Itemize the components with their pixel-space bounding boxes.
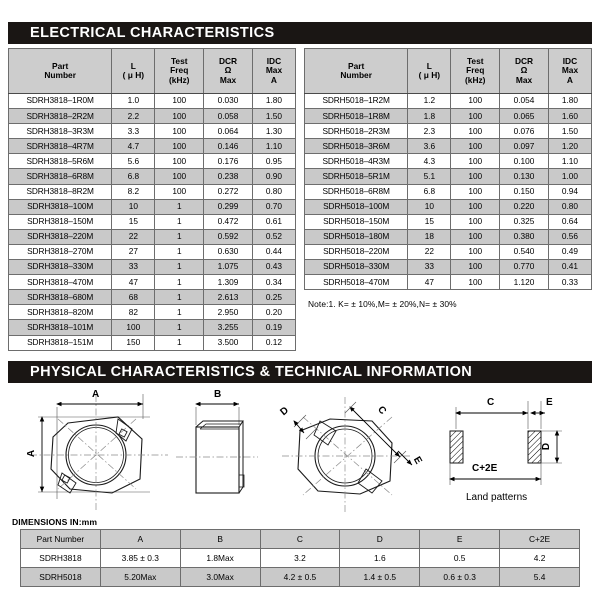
table-cell: 1.075 — [204, 260, 253, 275]
table-cell: 6.8 — [408, 184, 451, 199]
cell-part-number: SDRH3818–3R3M — [9, 124, 112, 139]
table-cell: 5.6 — [112, 154, 155, 169]
cell-part-number: SDRH5018–2R3M — [305, 124, 408, 139]
table-cell: 0.150 — [500, 184, 549, 199]
table-cell: 5.1 — [408, 169, 451, 184]
table-cell: 0.90 — [252, 169, 295, 184]
table-row — [305, 184, 592, 199]
dim-label-land-e: E — [546, 396, 553, 408]
table-cell: 0.325 — [500, 214, 549, 229]
table-cell: 3.2 — [260, 548, 340, 567]
table-cell: 0.25 — [252, 290, 295, 305]
table-cell: 27 — [112, 244, 155, 259]
cell-part-number: SDRH5018 — [21, 567, 101, 586]
table-cell: 0.12 — [252, 335, 295, 350]
column-header-e: E — [420, 529, 500, 548]
table-cell: 1.0 — [112, 94, 155, 109]
drawing-top-view — [30, 394, 168, 511]
table-cell: 0.176 — [204, 154, 253, 169]
table-cell: 1.10 — [548, 154, 591, 169]
cell-part-number: SDRH3818–150M — [9, 214, 112, 229]
table-cell: 1.30 — [252, 124, 295, 139]
cell-part-number: SDRH3818–4R7M — [9, 139, 112, 154]
cell-part-number: SDRH5018–6R8M — [305, 184, 408, 199]
table-cell: 0.80 — [548, 199, 591, 214]
dimensions-header-row — [21, 529, 580, 548]
dim-label-land-c2e: C+2E — [472, 462, 498, 474]
table-cell: 10 — [112, 199, 155, 214]
table-cell: 1.6 — [340, 548, 420, 567]
table-cell: 1 — [155, 199, 204, 214]
table-row — [9, 260, 296, 275]
table-row — [9, 124, 296, 139]
electrical-table-right-body — [305, 94, 592, 290]
electrical-characteristics-banner — [8, 22, 592, 44]
table-cell: 4.3 — [408, 154, 451, 169]
column-header-c: C — [260, 529, 340, 548]
table-cell: 1 — [155, 244, 204, 259]
table-cell: 1.8Max — [180, 548, 260, 567]
table-cell: 1 — [155, 214, 204, 229]
table-header-row — [305, 49, 592, 94]
cell-part-number: SDRH3818–8R2M — [9, 184, 112, 199]
table-row — [305, 214, 592, 229]
table-cell: 0.058 — [204, 109, 253, 124]
table-cell: 0.770 — [500, 260, 549, 275]
table-cell: 100 — [451, 244, 500, 259]
dim-label-a-top: A — [92, 388, 100, 400]
table-cell: 8.2 — [112, 184, 155, 199]
table-cell: 0.61 — [252, 214, 295, 229]
drawing-side-view — [176, 404, 258, 493]
column-header-part-number: Part Number — [21, 529, 101, 548]
dimensions-table-body — [21, 548, 580, 586]
cell-part-number: SDRH3818–151M — [9, 335, 112, 350]
table-cell: 100 — [451, 199, 500, 214]
table-cell: 0.380 — [500, 229, 549, 244]
tolerance-note: Note:1. K= ± 10%,M= ± 20%,N= ± 30% — [308, 299, 457, 310]
column-header-idc: IDC Max A — [252, 49, 295, 94]
table-row — [9, 109, 296, 124]
table-row — [305, 139, 592, 154]
dim-label-land-c: C — [487, 396, 495, 408]
electrical-table-left-body — [9, 94, 296, 351]
cell-part-number: SDRH5018–4R3M — [305, 154, 408, 169]
dim-label-e: E — [410, 454, 424, 466]
table-cell: 0.20 — [252, 305, 295, 320]
table-cell: 82 — [112, 305, 155, 320]
table-cell: 0.80 — [252, 184, 295, 199]
cell-part-number: SDRH3818 — [21, 548, 101, 567]
table-cell: 2.613 — [204, 290, 253, 305]
table-cell: 0.299 — [204, 199, 253, 214]
cell-part-number: SDRH5018–5R1M — [305, 169, 408, 184]
table-row — [305, 199, 592, 214]
dim-label-c: C — [375, 403, 389, 417]
table-cell: 1.8 — [408, 109, 451, 124]
column-header-test-freq: Test Freq (kHz) — [451, 49, 500, 94]
table-cell: 0.19 — [252, 320, 295, 335]
cell-part-number: SDRH3818–1R0M — [9, 94, 112, 109]
table-cell: 1.10 — [252, 139, 295, 154]
table-row — [9, 229, 296, 244]
cell-part-number: SDRH3818–680M — [9, 290, 112, 305]
table-cell: 1.2 — [408, 94, 451, 109]
table-row — [9, 199, 296, 214]
physical-characteristics-banner — [8, 361, 592, 383]
cell-part-number: SDRH5018–180M — [305, 229, 408, 244]
cell-part-number: SDRH3818–2R2M — [9, 109, 112, 124]
table-cell: 0.34 — [252, 275, 295, 290]
table-cell: 0.100 — [500, 154, 549, 169]
table-cell: 1 — [155, 260, 204, 275]
physical-characteristics-title: PHYSICAL CHARACTERISTICS & TECHNICAL INFORMATION — [30, 363, 473, 380]
table-cell: 100 — [451, 154, 500, 169]
table-cell: 0.065 — [500, 109, 549, 124]
dimensions-table-wrapper — [0, 527, 600, 587]
table-cell: 3.3 — [112, 124, 155, 139]
table-row — [21, 548, 580, 567]
table-row — [305, 109, 592, 124]
cell-part-number: SDRH3818–101M — [9, 320, 112, 335]
table-cell: 10 — [408, 199, 451, 214]
table-cell: 100 — [451, 124, 500, 139]
dim-label-d: D — [278, 404, 291, 418]
table-cell: 4.2 ± 0.5 — [260, 567, 340, 586]
table-row — [9, 244, 296, 259]
dim-label-land-d: D — [541, 442, 553, 450]
column-header-inductance: L ( μ H) — [112, 49, 155, 94]
table-cell: 1 — [155, 229, 204, 244]
cell-part-number: SDRH5018–330M — [305, 260, 408, 275]
table-cell: 100 — [451, 109, 500, 124]
table-cell: 3.255 — [204, 320, 253, 335]
cell-part-number: SDRH5018–100M — [305, 199, 408, 214]
table-cell: 1.20 — [548, 139, 591, 154]
table-cell: 1.80 — [252, 94, 295, 109]
table-row — [9, 320, 296, 335]
table-cell: 3.6 — [408, 139, 451, 154]
column-header-idc: IDC Max A — [548, 49, 591, 94]
table-cell: 1.120 — [500, 275, 549, 290]
dim-label-a-left: A — [26, 449, 38, 457]
column-header-inductance: L ( μ H) — [408, 49, 451, 94]
cell-part-number: SDRH3818–270M — [9, 244, 112, 259]
table-cell: 0.630 — [204, 244, 253, 259]
table-cell: 0.49 — [548, 244, 591, 259]
table-row — [305, 275, 592, 290]
table-cell: 1.309 — [204, 275, 253, 290]
table-cell: 3.500 — [204, 335, 253, 350]
table-cell: 33 — [112, 260, 155, 275]
table-row — [305, 124, 592, 139]
table-cell: 1.4 ± 0.5 — [340, 567, 420, 586]
dimensions-unit-note: DIMENSIONS IN:mm — [12, 516, 98, 527]
table-cell: 3.85 ± 0.3 — [100, 548, 180, 567]
table-cell: 0.220 — [500, 199, 549, 214]
table-cell: 1.00 — [548, 169, 591, 184]
table-cell: 0.076 — [500, 124, 549, 139]
table-cell: 100 — [451, 214, 500, 229]
table-cell: 0.130 — [500, 169, 549, 184]
table-row — [305, 154, 592, 169]
table-cell: 1.50 — [252, 109, 295, 124]
table-cell: 100 — [451, 184, 500, 199]
table-cell: 0.272 — [204, 184, 253, 199]
table-cell: 1.50 — [548, 124, 591, 139]
table-cell: 0.95 — [252, 154, 295, 169]
column-header-c-2e: C+2E — [500, 529, 580, 548]
table-cell: 22 — [408, 244, 451, 259]
table-cell: 1 — [155, 320, 204, 335]
table-cell: 5.20Max — [100, 567, 180, 586]
table-cell: 100 — [155, 94, 204, 109]
table-cell: 1 — [155, 335, 204, 350]
table-cell: 100 — [155, 124, 204, 139]
table-row — [305, 94, 592, 109]
electrical-characteristics-title: ELECTRICAL CHARACTERISTICS — [30, 25, 275, 41]
electrical-table-right-wrapper — [304, 48, 592, 351]
cell-part-number: SDRH3818–6R8M — [9, 169, 112, 184]
table-row — [305, 244, 592, 259]
cell-part-number: SDRH5018–3R6M — [305, 139, 408, 154]
column-header-b: B — [180, 529, 260, 548]
table-cell: 2.2 — [112, 109, 155, 124]
table-cell: 1 — [155, 305, 204, 320]
table-cell: 4.7 — [112, 139, 155, 154]
column-header-d: D — [340, 529, 420, 548]
table-row — [9, 184, 296, 199]
table-row — [9, 305, 296, 320]
table-row — [9, 169, 296, 184]
table-cell: 47 — [408, 275, 451, 290]
table-row — [9, 290, 296, 305]
table-cell: 2.950 — [204, 305, 253, 320]
table-cell: 0.472 — [204, 214, 253, 229]
table-cell: 100 — [155, 109, 204, 124]
table-cell: 0.52 — [252, 229, 295, 244]
table-cell: 0.6 ± 0.3 — [420, 567, 500, 586]
electrical-table-left-wrapper — [8, 48, 296, 351]
cell-part-number: SDRH5018–1R8M — [305, 109, 408, 124]
table-cell: 0.41 — [548, 260, 591, 275]
dim-label-b-top: B — [214, 388, 222, 400]
table-cell: 3.0Max — [180, 567, 260, 586]
table-row — [9, 335, 296, 350]
table-cell: 4.2 — [500, 548, 580, 567]
table-cell: 15 — [112, 214, 155, 229]
dimensions-table — [20, 529, 580, 587]
table-cell: 0.097 — [500, 139, 549, 154]
drawing-bottom-view — [282, 397, 412, 513]
cell-part-number: SDRH3818–330M — [9, 260, 112, 275]
table-cell: 0.540 — [500, 244, 549, 259]
table-cell: 0.030 — [204, 94, 253, 109]
table-cell: 1 — [155, 290, 204, 305]
table-cell: 5.4 — [500, 567, 580, 586]
table-cell: 0.64 — [548, 214, 591, 229]
table-cell: 100 — [155, 154, 204, 169]
table-row — [305, 260, 592, 275]
cell-part-number: SDRH5018–150M — [305, 214, 408, 229]
table-header-row — [9, 49, 296, 94]
table-cell: 68 — [112, 290, 155, 305]
cell-part-number: SDRH3818–220M — [9, 229, 112, 244]
table-cell: 0.592 — [204, 229, 253, 244]
land-patterns-caption: Land patterns — [466, 491, 528, 503]
table-row — [305, 229, 592, 244]
table-cell: 100 — [451, 94, 500, 109]
table-cell: 22 — [112, 229, 155, 244]
column-header-test-freq: Test Freq (kHz) — [155, 49, 204, 94]
table-cell: 100 — [155, 139, 204, 154]
table-cell: 100 — [451, 169, 500, 184]
table-cell: 6.8 — [112, 169, 155, 184]
table-cell: 47 — [112, 275, 155, 290]
cell-part-number: SDRH3818–100M — [9, 199, 112, 214]
table-cell: 100 — [451, 229, 500, 244]
table-row — [9, 275, 296, 290]
column-header-part-number: Part Number — [305, 49, 408, 94]
cell-part-number: SDRH5018–220M — [305, 244, 408, 259]
cell-part-number: SDRH3818–5R6M — [9, 154, 112, 169]
table-row — [305, 169, 592, 184]
table-cell: 1 — [155, 275, 204, 290]
table-cell: 100 — [155, 184, 204, 199]
table-cell: 1.80 — [548, 94, 591, 109]
table-cell: 0.43 — [252, 260, 295, 275]
table-cell: 100 — [112, 320, 155, 335]
cell-part-number: SDRH5018–1R2M — [305, 94, 408, 109]
electrical-table-sdrh5018 — [304, 48, 592, 290]
table-cell: 100 — [451, 260, 500, 275]
table-cell: 0.33 — [548, 275, 591, 290]
table-row — [9, 139, 296, 154]
table-cell: 100 — [451, 275, 500, 290]
mechanical-drawings — [0, 389, 600, 517]
table-cell: 18 — [408, 229, 451, 244]
column-header-dcr: DCR Ω Max — [500, 49, 549, 94]
table-cell: 0.054 — [500, 94, 549, 109]
cell-part-number: SDRH5018–470M — [305, 275, 408, 290]
column-header-a: A — [100, 529, 180, 548]
table-cell: 0.146 — [204, 139, 253, 154]
electrical-tables-row — [0, 44, 600, 351]
table-cell: 15 — [408, 214, 451, 229]
table-cell: 0.56 — [548, 229, 591, 244]
cell-part-number: SDRH3818–470M — [9, 275, 112, 290]
table-cell: 0.70 — [252, 199, 295, 214]
table-cell: 100 — [451, 139, 500, 154]
table-cell: 33 — [408, 260, 451, 275]
table-row — [9, 94, 296, 109]
table-cell: 150 — [112, 335, 155, 350]
column-header-dcr: DCR Ω Max — [204, 49, 253, 94]
table-cell: 0.94 — [548, 184, 591, 199]
table-row — [9, 154, 296, 169]
table-cell: 0.238 — [204, 169, 253, 184]
table-cell: 0.44 — [252, 244, 295, 259]
column-header-part-number: Part Number — [9, 49, 112, 94]
table-cell: 100 — [155, 169, 204, 184]
cell-part-number: SDRH3818–820M — [9, 305, 112, 320]
electrical-table-sdrh3818 — [8, 48, 296, 351]
table-cell: 1.60 — [548, 109, 591, 124]
table-cell: 0.5 — [420, 548, 500, 567]
table-row — [9, 214, 296, 229]
table-cell: 0.064 — [204, 124, 253, 139]
table-cell: 2.3 — [408, 124, 451, 139]
table-row — [21, 567, 580, 586]
